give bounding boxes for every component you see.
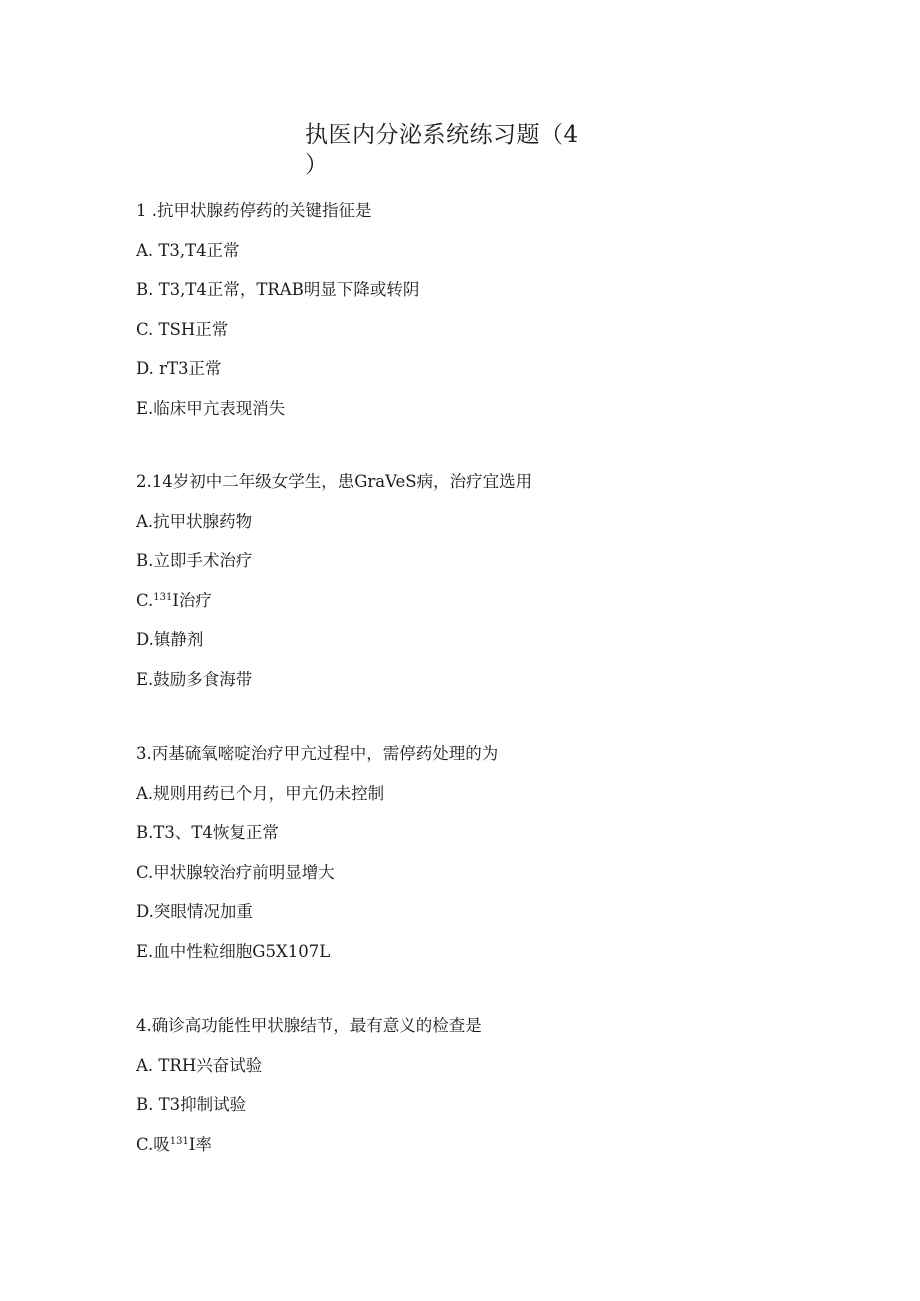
option-c <box>136 1133 836 1173</box>
option-a: A.抗甲状腺药物 <box>136 511 253 531</box>
document-title <box>305 120 605 180</box>
option-e: E.鼓励多食海带 <box>136 669 253 689</box>
option-c: C. TSH正常 <box>136 319 229 339</box>
option-a: A. T3,T4正常 <box>136 240 240 260</box>
option-d: D. rT3正常 <box>136 359 222 378</box>
question-stem: 2.14岁初中二年级女学生，患GraVeS病，治疗宜选用 <box>136 472 533 491</box>
option-b: B.T3、T4恢复正常 <box>136 823 279 842</box>
option-b: B. T3抑制试验 <box>136 1095 247 1114</box>
question-stem: 4.确诊高功能性甲状腺结节，最有意义的检查是 <box>136 1016 482 1035</box>
option-b: B. T3,T4正常，TRAB明显下降或转阴 <box>136 280 420 299</box>
option-e: E.临床甲亢表现消失 <box>136 398 286 418</box>
isotope-superscript: 131 <box>169 1135 189 1147</box>
question-stem: 3.丙基硫氧嘧啶治疗甲亢过程中，需停药处理的为 <box>136 744 499 763</box>
option-a: A.规则用药已个月，甲亢仍未控制 <box>136 783 385 803</box>
option-c-text: I率 <box>188 1134 212 1154</box>
title-line-1: 执医内分泌系统练习题（4 <box>305 122 579 148</box>
question-4 <box>136 1014 836 1172</box>
option-b: B.立即手术治疗 <box>136 551 253 570</box>
option-d: D.突眼情况加重 <box>136 902 253 921</box>
option-c: C.甲状腺较治疗前明显增大 <box>136 862 335 882</box>
option-c <box>136 589 836 629</box>
option-c-prefix: C.吸 <box>136 1134 170 1154</box>
title-line-2: ） <box>305 152 329 178</box>
question-2 <box>136 470 836 707</box>
option-e: E.血中性粒细胞G5X107L <box>136 941 331 961</box>
option-c-text: I治疗 <box>172 590 212 610</box>
option-c-prefix: C. <box>136 590 154 610</box>
option-a: A. TRH兴奋试验 <box>136 1055 263 1075</box>
option-d: D.镇静剂 <box>136 630 204 649</box>
question-1 <box>136 199 836 436</box>
question-stem: 1 .抗甲状腺药停药的关键指征是 <box>136 201 372 220</box>
question-3 <box>136 742 836 979</box>
isotope-superscript: 131 <box>153 591 173 603</box>
